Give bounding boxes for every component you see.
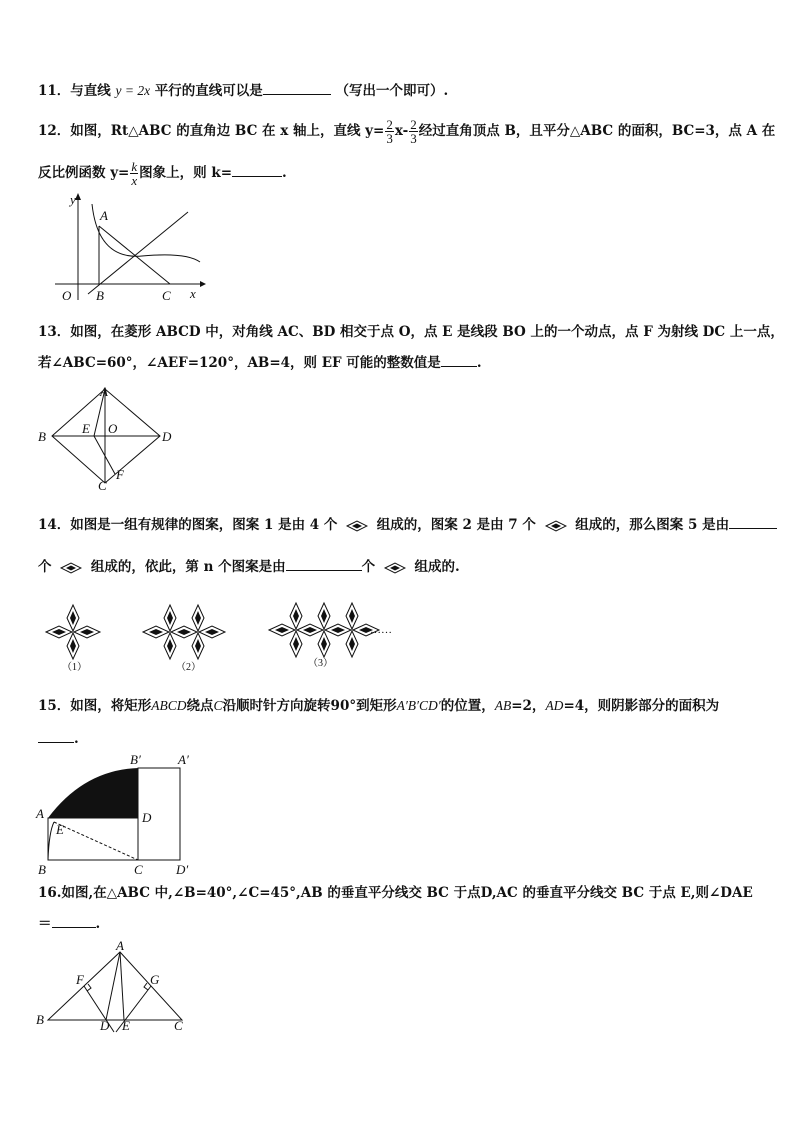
q12-number: 12．	[38, 123, 71, 139]
q14-number: 14．	[38, 517, 71, 533]
q15-label-Ap: A′	[178, 752, 189, 767]
q13-label-D: D	[162, 429, 172, 444]
q15-label-B: B	[38, 862, 46, 877]
q12-x-arrow	[200, 281, 206, 287]
q14-answer-blank-1[interactable]	[729, 516, 777, 529]
q15-label-C: C	[134, 862, 143, 877]
q12-label-C: C	[162, 288, 171, 303]
q13-label-E: E	[82, 421, 90, 436]
q11-number: 11．	[38, 83, 71, 99]
q16-label-A: A	[116, 940, 124, 953]
q12-fraction-2	[409, 118, 418, 145]
q13-answer-blank[interactable]	[441, 354, 477, 367]
q14-label-2: （2）	[176, 662, 201, 673]
q13-text-1: 如图，在菱形 ABCD 中，对角线 AC、BD 相交于点 O，点 E 是线段 BO 上的一个动点，点 F 为射线 DC 上一点，	[70, 324, 784, 340]
q16-answer-blank[interactable]	[52, 915, 96, 928]
q14-text-7: 组成的.	[414, 559, 460, 575]
q16-label-C: C	[174, 1018, 183, 1033]
q15-label-Dp: D′	[176, 862, 189, 877]
q16-text-1: 如图,在△ABC 中,∠B=40°,∠C=45°,AB 的垂直平分线交 BC 于点D,AC 的垂直平分线交 BC 于点 E,则∠DAE	[61, 885, 753, 901]
q11-text-2: 平行的直线可以是	[154, 83, 263, 99]
q13-label-F: F	[116, 467, 124, 482]
q16-text-3: .	[95, 916, 101, 932]
q15-rect-ABCD: ABCD	[151, 698, 187, 713]
q16-label-G: G	[150, 972, 160, 987]
q15-dashed-EC	[54, 822, 138, 860]
q14-label-3: （3）	[308, 658, 333, 669]
q15-shaded-region	[48, 768, 138, 818]
q15-label-D: D	[142, 810, 152, 825]
q15-point-C: C	[213, 698, 223, 713]
question-13-line-2	[38, 354, 482, 372]
q15-rect-ApBpCDp: A′B′CD′	[396, 698, 441, 713]
q13-figure	[36, 384, 178, 494]
q15-label-E: E	[56, 822, 64, 837]
q12-y-arrow	[75, 193, 81, 200]
q12-figure	[50, 190, 210, 308]
q14-text-2: 组成的，图案 2 是由 7 个	[376, 517, 536, 533]
q16-triangle	[48, 952, 182, 1020]
pattern-3	[269, 603, 379, 657]
question-14-line-2	[38, 558, 460, 576]
q15-arc-lower	[48, 822, 54, 860]
q12-text-6: .	[282, 165, 287, 181]
question-11	[38, 82, 448, 100]
q13-label-B: B	[38, 429, 46, 444]
question-12	[38, 118, 775, 145]
q13-number: 13．	[38, 324, 71, 340]
q14-text-6: 个	[361, 559, 376, 575]
q11-text-1: 与直线	[70, 83, 111, 99]
q15-text-3: 沿顺时针方向旋转90°到矩形	[222, 698, 397, 714]
q15-label-Bp: B′	[130, 752, 141, 767]
q16-perp-bisector-AB	[84, 986, 114, 1032]
q12-label-A: A	[100, 208, 108, 223]
q11-answer-blank[interactable]	[263, 82, 331, 95]
q15-text-1: 如图，将矩形	[70, 698, 152, 714]
q15-text-5: =2，	[511, 698, 546, 714]
question-16-line-2	[38, 915, 100, 933]
diamond-icon	[60, 562, 82, 574]
pattern-2	[143, 605, 225, 659]
q16-label-F: F	[76, 972, 84, 987]
q12-text-5: 图象上，则 k=	[139, 165, 233, 181]
q14-text-1: 如图是一组有规律的图案，图案 1 是由 4 个	[70, 517, 338, 533]
question-15	[38, 697, 719, 715]
q12-label-O: O	[62, 288, 72, 303]
q13-text-3: .	[476, 355, 482, 371]
q12-fraction-1-den: 3	[386, 131, 393, 146]
q16-right-angle-G	[144, 983, 148, 990]
q13-label-O: O	[108, 421, 118, 436]
q12-text-3: 经过直角顶点 B，且平分△ABC 的面积，BC=3，点 A 在	[418, 123, 776, 139]
q16-segment-AE	[120, 952, 124, 1020]
q12-fraction-1-num: 2	[386, 117, 393, 132]
q12-text-4: 反比例函数 y=	[38, 165, 130, 181]
q12-fraction-2-num: 2	[410, 117, 417, 132]
q13-label-A: A	[100, 384, 108, 399]
q15-AB: AB	[494, 698, 512, 713]
q15-figure	[34, 752, 204, 880]
q12-fraction-2-den: 3	[410, 131, 417, 146]
q15-number: 15．	[38, 698, 71, 714]
q14-text-4: 个	[38, 559, 52, 575]
q15-label-A: A	[36, 806, 44, 821]
q14-answer-blank-2[interactable]	[286, 558, 362, 571]
q12-fraction-3-den: x	[131, 173, 138, 188]
q16-segment-AD	[106, 952, 120, 1020]
diamond-icon	[384, 562, 406, 574]
q12-answer-blank[interactable]	[232, 164, 282, 177]
q15-AD: AD	[545, 698, 564, 713]
q15-text-6: =4，则阴影部分的面积为	[563, 698, 720, 714]
q16-label-B: B	[36, 1012, 44, 1027]
q11-equation: y = 2x	[115, 83, 151, 98]
q13-label-C: C	[98, 478, 107, 493]
q16-label-D: D	[100, 1018, 110, 1033]
question-16	[38, 884, 753, 902]
q14-ellipsis: ……	[370, 624, 392, 636]
q12-label-y: y	[70, 192, 76, 207]
q12-fraction-3-num: k	[131, 159, 138, 174]
q15-text-2: 绕点	[186, 698, 214, 714]
q13-text-2: 若∠ABC=60°，∠AEF=120°，AB=4，则 EF 可能的整数值是	[38, 355, 441, 371]
q14-patterns-figure	[40, 600, 410, 676]
q16-label-E: E	[122, 1018, 130, 1033]
question-15-line-2	[38, 730, 79, 748]
question-13	[38, 323, 784, 341]
q12-text-2: x-	[394, 123, 409, 139]
q12-line	[88, 212, 188, 294]
q12-fraction-1	[385, 118, 394, 145]
q14-label-1: （1）	[62, 662, 87, 673]
q16-right-angle-F	[87, 984, 91, 991]
q12-label-x: x	[190, 286, 196, 301]
q16-text-2: ＝	[38, 916, 52, 932]
q12-text-1: 如图，Rt△ABC 的直角边 BC 在 x 轴上，直线 y=	[70, 123, 385, 139]
q11-text-3: （写出一个即可）.	[335, 83, 449, 99]
q12-fraction-k-over-x	[130, 160, 138, 187]
q14-text-5: 组成的，依此，第 n 个图案是由	[90, 559, 286, 575]
diamond-icon	[346, 520, 368, 532]
q16-number: 16.	[38, 885, 62, 901]
q14-text-3: 组成的，那么图案 5 是由	[575, 517, 730, 533]
question-14	[38, 516, 777, 534]
q15-answer-blank[interactable]	[38, 730, 74, 743]
q16-figure	[34, 940, 194, 1034]
pattern-1	[46, 605, 100, 659]
question-12-line-2	[38, 160, 287, 187]
q15-text-7: .	[74, 731, 79, 747]
q12-label-B: B	[96, 288, 104, 303]
diamond-icon	[545, 520, 567, 532]
q15-text-4: 的位置，	[440, 698, 495, 714]
